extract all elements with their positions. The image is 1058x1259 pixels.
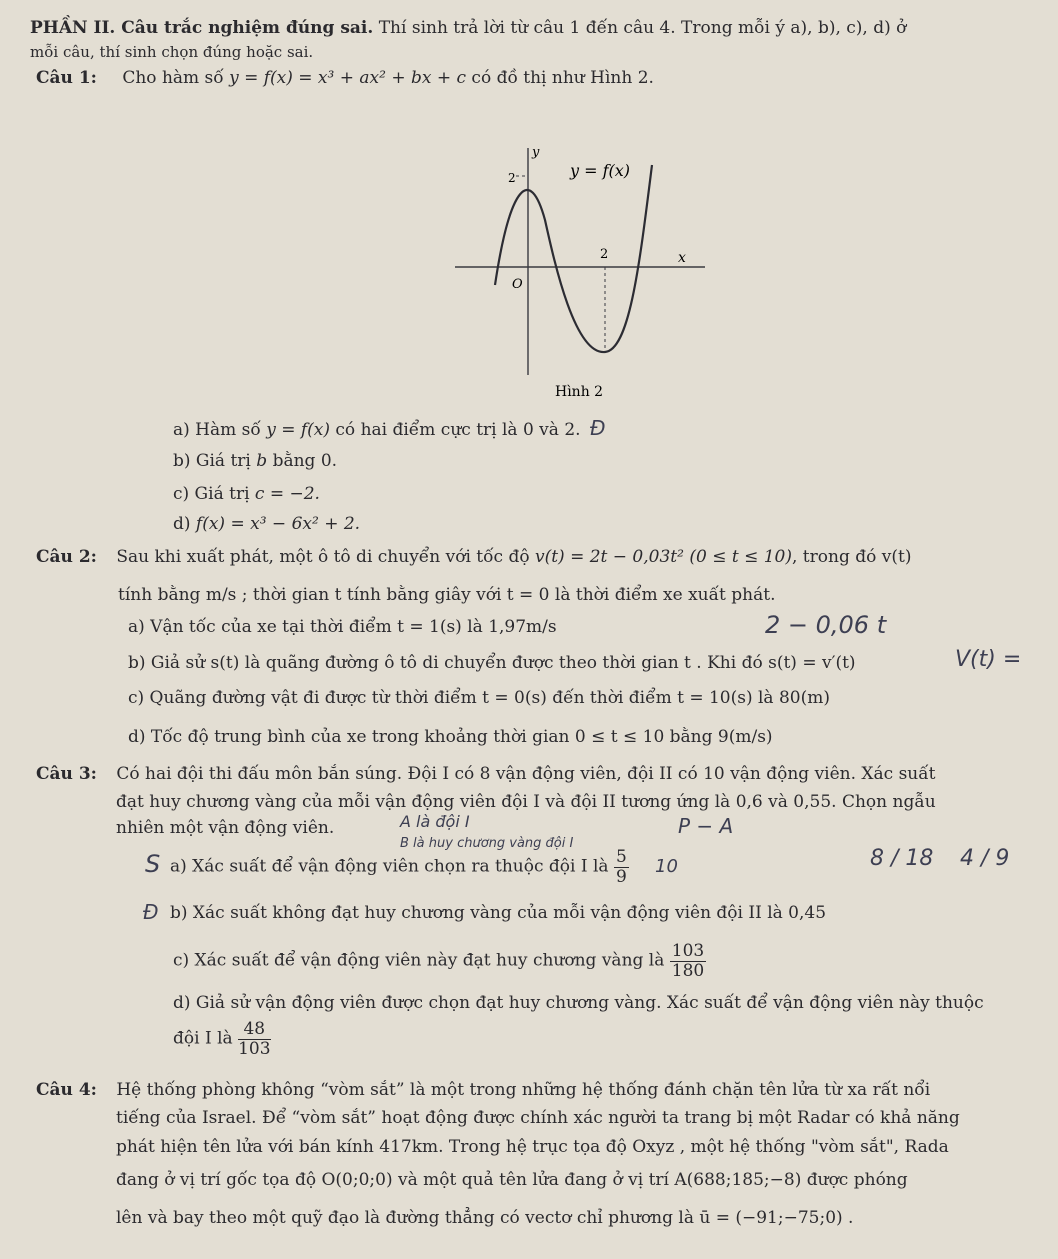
- q3-c-fraction: $\frac{103}{180}$: [671, 941, 705, 981]
- question-4-stem: Câu 4: Hệ thống phòng không “vòm sắt” là một trong những hệ thống đánh chặn tên lửa từ xa rất nổi: [36, 1080, 931, 1100]
- handwritten-note-q2b: V(t) =: [955, 647, 1022, 672]
- question-1-label: Câu 1:: [36, 68, 97, 88]
- question-3-label: Câu 3:: [36, 764, 97, 784]
- section-header: [30, 18, 906, 38]
- section-instructions-2: mỗi câu, thí sinh chọn đúng hoặc sai.: [30, 43, 314, 61]
- question-2-label: Câu 2:: [36, 547, 97, 567]
- q3-a-fraction: $\frac{5}{9}$: [615, 847, 627, 887]
- y-tick-label: 2: [508, 171, 516, 185]
- figure-caption: Hình 2: [555, 384, 604, 400]
- q1-option-c: c) Giá trị c = −2.: [173, 484, 320, 504]
- q3-option-a: a) Xác suất để vận động viên chọn ra thuộc đội I là $\frac{5}{9}$: [170, 847, 627, 887]
- handwritten-mark-q3a: S: [145, 850, 161, 878]
- q4-stem-line3: phát hiện tên lửa với bán kính 417km. Trong hệ trục tọa độ Oxyz , một hệ thống "vòm sắt", Rada: [116, 1137, 949, 1157]
- section-title: PHẦN II. Câu trắc nghiệm đúng sai.: [30, 18, 374, 38]
- q2-option-c: c) Quãng đường vật đi được từ thời điểm t = 0(s) đến thời điểm t = 10(s) là 80(m): [128, 688, 830, 708]
- x-tick-label: 2: [600, 247, 609, 262]
- handwritten-note-q3-p: P − A: [678, 814, 734, 838]
- handwritten-note-q2a: 2 − 0,06 t: [765, 611, 887, 639]
- q2-option-b: b) Giả sử s(t) là quãng đường ô tô di chuyển được theo thời gian t . Khi đó s(t) = v′(t): [128, 653, 856, 673]
- y-axis-label: y: [532, 145, 540, 160]
- q3-option-d-line2: đội I là $\frac{48}{103}$: [173, 1019, 271, 1059]
- curve-f: [495, 165, 652, 352]
- handwritten-note-q3-10: 10: [655, 856, 678, 877]
- handwritten-mark: Đ: [589, 416, 606, 440]
- q3-stem-line3: nhiên một vận động viên.: [116, 818, 335, 838]
- q1-formula: y = f(x) = x³ + ax² + bx + c: [229, 68, 467, 88]
- q2-stem-line2: tính bằng m/s ; thời gian t tính bằng giây với t = 0 là thời điểm xe xuất phát.: [118, 585, 776, 605]
- q4-stem-line2: tiếng của Israel. Để “vòm sắt” hoạt động được chính xác người ta trang bị một Radar có khả năng: [116, 1108, 960, 1128]
- handwritten-note-q3-2: B là huy chương vàng đội I: [400, 836, 574, 851]
- func-label: y = f(x): [570, 161, 631, 180]
- question-3-stem: Câu 3: Có hai đội thi đấu môn bắn súng. Đội I có 8 vận động viên, đội II có 10 vận động viên. Xác suất: [36, 764, 936, 784]
- q3-stem-line2: đạt huy chương vàng của mỗi vận động viên đội I và đội II tương ứng là 0,6 và 0,55. Chọn ngẫu: [116, 792, 936, 812]
- q1-option-a: a) Hàm số y = f(x) có hai điểm cực trị là 0 và 2. Đ: [173, 416, 606, 440]
- q3-option-d: d) Giả sử vận động viên được chọn đạt huy chương vàng. Xác suất để vận động viên này thuộc: [173, 993, 984, 1013]
- handwritten-note-q3-frac1: 8 / 18: [870, 846, 934, 871]
- q3-option-b: b) Xác suất không đạt huy chương vàng của mỗi vận động viên đội II là 0,45: [170, 903, 827, 923]
- q3-d-fraction: $\frac{48}{103}$: [238, 1019, 271, 1059]
- question-1-stem: Câu 1: Cho hàm số y = f(x) = x³ + ax² + bx + c có đồ thị như Hình 2.: [36, 68, 654, 88]
- origin-label: O: [512, 277, 523, 292]
- handwritten-note-q3-1: A là đội I: [400, 812, 470, 831]
- handwritten-mark-q3b: Đ: [143, 900, 159, 924]
- q1-option-b: b) Giá trị b bằng 0.: [173, 451, 338, 471]
- q2-option-d: d) Tốc độ trung bình của xe trong khoảng thời gian 0 ≤ t ≤ 10 bằng 9(m/s): [128, 727, 773, 747]
- handwritten-note-q3-frac2: 4 / 9: [960, 846, 1010, 871]
- question-2-stem: Câu 2: Sau khi xuất phát, một ô tô di chuyển với tốc độ v(t) = 2t − 0,03t² (0 ≤ t ≤ 10), trong đó v(t): [36, 547, 912, 567]
- q2-option-a: a) Vận tốc của xe tại thời điểm t = 1(s) là 1,97m/s: [128, 617, 557, 637]
- q4-stem-line5: lên và bay theo một quỹ đạo là đường thẳng có vectơ chỉ phương là ū = (−91;−75;0) .: [116, 1208, 854, 1228]
- q1-option-d: d) f(x) = x³ − 6x² + 2.: [173, 514, 361, 534]
- section-instructions: Thí sinh trả lời từ câu 1 đến câu 4. Trong mỗi ý a), b), c), d) ở: [378, 18, 907, 38]
- q3-option-c: c) Xác suất để vận động viên này đạt huy chương vàng là $\frac{103}{180}$: [173, 941, 705, 981]
- q4-stem-line4: đang ở vị trí gốc tọa độ O(0;0;0) và một quả tên lửa đang ở vị trí A(688;185;−8) được phóng: [116, 1170, 908, 1190]
- question-4-label: Câu 4:: [36, 1080, 97, 1100]
- x-axis-label: x: [678, 250, 686, 266]
- function-graph: [440, 140, 720, 410]
